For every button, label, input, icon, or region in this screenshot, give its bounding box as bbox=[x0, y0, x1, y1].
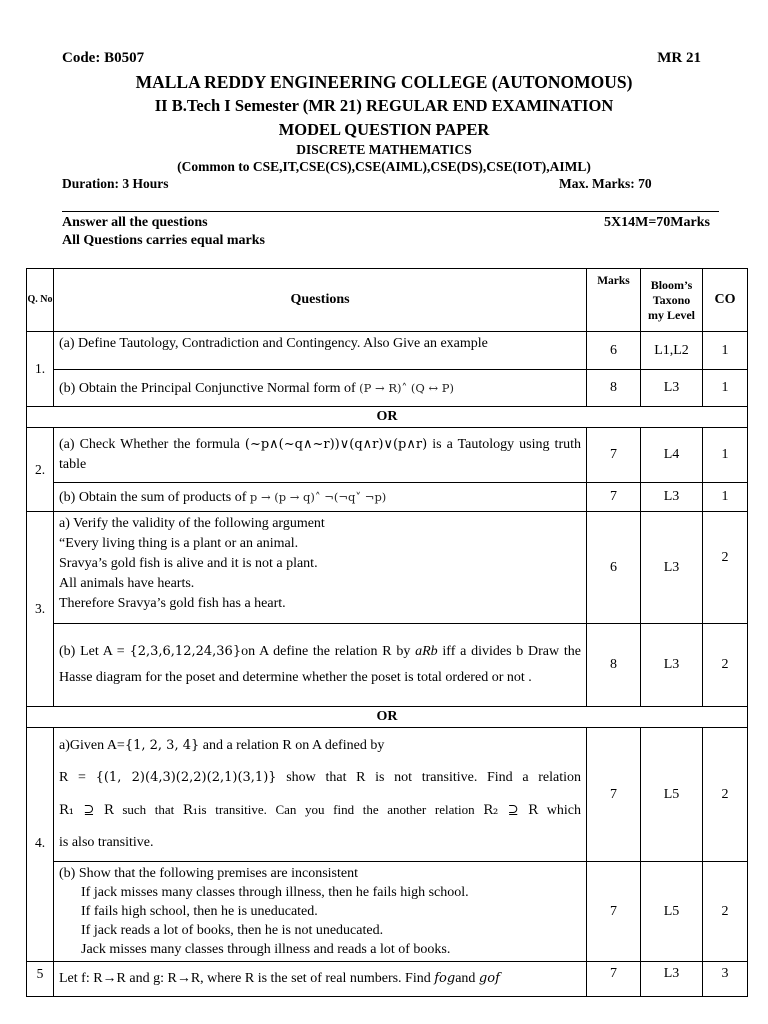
question-number: 4. bbox=[27, 728, 54, 962]
co-cell: 2 bbox=[703, 862, 748, 962]
marks-cell: 7 bbox=[587, 962, 641, 997]
question-text-part: iff a divides b Draw the Hasse diagram for the poset and determine whether the poset is total ordered or not . bbox=[59, 644, 581, 685]
question-text-part: (b) Obtain the sum of products of bbox=[59, 489, 250, 505]
question-text bbox=[54, 370, 587, 407]
question-line: All animals have hearts. bbox=[59, 576, 195, 591]
subject-name: DISCRETE MATHEMATICS bbox=[296, 142, 472, 157]
college-name: MALLA REDDY ENGINEERING COLLEGE (AUTONOMOUS) bbox=[135, 72, 633, 92]
table-row bbox=[27, 862, 748, 962]
question-line: Jack misses many classes through illness and reads a lot of books. bbox=[81, 942, 451, 957]
duration: Duration: 3 Hours bbox=[62, 176, 169, 191]
table-row bbox=[27, 512, 748, 624]
question-number: 3. bbox=[27, 512, 54, 707]
question-text-part: is a Tautology using truth table bbox=[59, 437, 581, 472]
set-notation: {(1, 2)(4,3)(2,2)(2,1)(3,1)} bbox=[95, 770, 277, 785]
co-cell: 2 bbox=[703, 512, 748, 624]
regulation-label: MR 21 bbox=[657, 50, 701, 66]
table-header-row bbox=[27, 269, 748, 332]
or-row bbox=[27, 407, 748, 428]
exam-title: II B.Tech I Semester (MR 21) REGULAR END EXAMINATION bbox=[154, 96, 614, 115]
question-line: If jack reads a lot of books, then he is not uneducated. bbox=[81, 923, 384, 938]
question-text-part: on A define the relation R by bbox=[241, 644, 416, 659]
formula: (~p∧(~q∧~r))∨(q∧r)∨(p∧r) bbox=[244, 437, 428, 452]
marks-cell: 7 bbox=[587, 483, 641, 512]
question-text bbox=[54, 483, 587, 512]
question-text-part: (b) Let A = bbox=[59, 644, 130, 659]
question-text-part: such that bbox=[113, 802, 183, 817]
table-row bbox=[27, 483, 748, 512]
header-marks: Marks bbox=[587, 269, 641, 332]
question-text-part: and bbox=[455, 971, 479, 986]
relation-notation: aRb bbox=[415, 644, 438, 659]
common-branches: (Common to CSE,IT,CSE(CS),CSE(AIML),CSE(DS),CSE(IOT),AIML) bbox=[177, 159, 591, 174]
set-notation: {1, 2, 3, 4} bbox=[124, 738, 200, 753]
co-cell: 3 bbox=[703, 962, 748, 997]
formula: p → (p → q)˄ ¬(¬q˅ ¬p) bbox=[249, 489, 387, 504]
co-cell: 1 bbox=[703, 483, 748, 512]
level-cell: L3 bbox=[641, 370, 703, 407]
paper-type: MODEL QUESTION PAPER bbox=[278, 120, 490, 139]
question-line bbox=[59, 730, 581, 762]
formula: gof bbox=[478, 971, 500, 986]
question-line: Sravya’s gold fish is alive and it is not a plant. bbox=[59, 556, 318, 571]
question-text-part: which bbox=[537, 803, 581, 818]
question-text-part: and a relation R on A defined by bbox=[199, 738, 385, 753]
question-number: 2. bbox=[27, 428, 54, 512]
question-line: If fails high school, then he is uneducated. bbox=[81, 904, 318, 919]
question-number: 1. bbox=[27, 332, 54, 407]
header-blooms-level: Bloom’s Taxono my Level bbox=[641, 269, 703, 332]
question-text-part: (a) Check Whether the formula bbox=[59, 437, 245, 452]
formula: (P → R)˄ (Q ↔ P) bbox=[359, 380, 454, 395]
question-text-part: (b) Obtain the Principal Conjunctive Normal form of bbox=[59, 380, 360, 396]
marks-cell: 8 bbox=[587, 624, 641, 707]
question-text bbox=[54, 862, 587, 962]
instruction-answer-all: Answer all the questions bbox=[62, 215, 208, 230]
table-row bbox=[27, 332, 748, 370]
marks-cell: 6 bbox=[587, 332, 641, 370]
level-cell: L3 bbox=[641, 624, 703, 707]
level-cell: L5 bbox=[641, 862, 703, 962]
co-cell: 1 bbox=[703, 428, 748, 483]
table-row bbox=[27, 370, 748, 407]
question-line: is also transitive. bbox=[59, 835, 154, 850]
question-line: “Every living thing is a plant or an animal. bbox=[59, 536, 299, 551]
level-cell: L3 bbox=[641, 962, 703, 997]
level-cell: L3 bbox=[641, 483, 703, 512]
question-line: If jack misses many classes through illness, then he fails high school. bbox=[81, 885, 469, 900]
question-text-part: show that R is not transitive. Find a relation bbox=[276, 770, 582, 785]
table-row bbox=[27, 728, 748, 862]
marks-cell: 6 bbox=[587, 512, 641, 624]
marks-scheme: 5X14M=70Marks bbox=[604, 215, 710, 230]
co-cell: 2 bbox=[703, 624, 748, 707]
question-line: a) Verify the validity of the following argument bbox=[59, 516, 325, 531]
marks-cell: 7 bbox=[587, 728, 641, 862]
table-row bbox=[27, 428, 748, 483]
question-line bbox=[59, 794, 581, 827]
question-paper-code: Code: B0507 bbox=[62, 50, 145, 66]
table-row bbox=[27, 962, 748, 997]
or-label: OR bbox=[27, 707, 748, 728]
question-line: (b) Show that the following premises are inconsistent bbox=[59, 866, 358, 881]
marks-cell: 8 bbox=[587, 370, 641, 407]
question-text bbox=[54, 512, 587, 624]
formula: fog bbox=[434, 971, 456, 986]
divider bbox=[62, 211, 719, 212]
header-co: CO bbox=[703, 269, 748, 332]
max-marks: Max. Marks: 70 bbox=[559, 176, 652, 191]
table-row bbox=[27, 624, 748, 707]
question-text-part: Let f: R→R and g: R→R, where R is the set of real numbers. Find bbox=[59, 971, 435, 986]
question-line bbox=[59, 762, 581, 794]
question-text: (a) Define Tautology, Contradiction and Contingency. Also Give an example bbox=[54, 332, 587, 370]
co-cell: 1 bbox=[703, 370, 748, 407]
set-notation: {2,3,6,12,24,36} bbox=[129, 644, 242, 659]
question-text bbox=[54, 624, 587, 707]
formula: R₁ ⊇ R bbox=[59, 803, 114, 818]
co-cell: 1 bbox=[703, 332, 748, 370]
question-text-part: is transitive. Can you find the another relation bbox=[197, 802, 484, 817]
questions-table bbox=[26, 268, 748, 997]
level-cell: L3 bbox=[641, 512, 703, 624]
question-text bbox=[54, 962, 587, 997]
co-cell: 2 bbox=[703, 728, 748, 862]
or-row bbox=[27, 707, 748, 728]
question-number: 5 bbox=[27, 962, 54, 997]
header-qno: Q. No bbox=[27, 269, 54, 332]
question-text-part: a)Given A= bbox=[59, 738, 125, 753]
header-questions: Questions bbox=[54, 269, 587, 332]
level-cell: L1,L2 bbox=[641, 332, 703, 370]
marks-cell: 7 bbox=[587, 428, 641, 483]
level-cell: L4 bbox=[641, 428, 703, 483]
question-text-part: R = bbox=[59, 770, 96, 785]
marks-cell: 7 bbox=[587, 862, 641, 962]
formula: R₂ ⊇ R bbox=[483, 803, 538, 818]
question-line: Therefore Sravya’s gold fish has a heart. bbox=[59, 596, 286, 611]
level-cell: L5 bbox=[641, 728, 703, 862]
formula: R₁ bbox=[182, 803, 198, 818]
or-label: OR bbox=[27, 407, 748, 428]
instruction-equal-marks: All Questions carries equal marks bbox=[62, 233, 265, 248]
question-text bbox=[54, 428, 587, 483]
question-text bbox=[54, 728, 587, 862]
